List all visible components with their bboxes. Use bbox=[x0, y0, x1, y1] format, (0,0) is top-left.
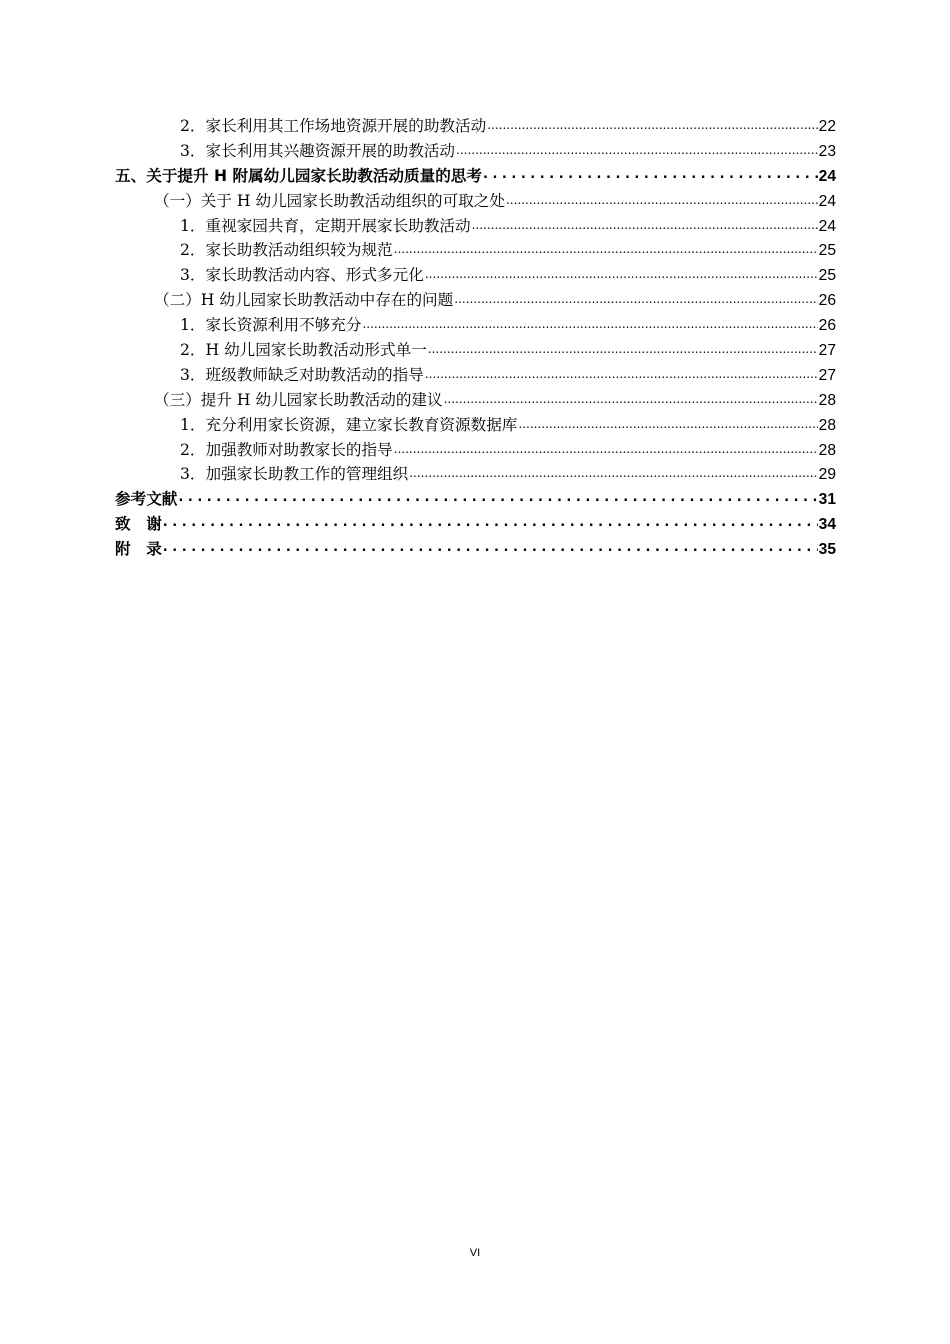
toc-page-number: 34 bbox=[818, 516, 836, 534]
toc-page-number: 28 bbox=[818, 441, 836, 459]
toc-section-entry[interactable] bbox=[115, 288, 836, 313]
toc-page-number: 25 bbox=[818, 267, 836, 285]
toc-page-number: 27 bbox=[818, 342, 836, 360]
toc-page-number: 22 bbox=[818, 118, 836, 135]
toc-dot-leader bbox=[487, 115, 817, 131]
toc-entry[interactable] bbox=[115, 114, 836, 139]
toc-dot-leader bbox=[456, 140, 818, 156]
toc-dot-leader bbox=[483, 165, 818, 181]
toc-entry-label: 2．H 幼儿园家长助教活动形式单一 bbox=[180, 341, 427, 360]
toc-dot-leader bbox=[163, 539, 818, 555]
toc-page-number: 27 bbox=[818, 366, 836, 384]
toc-page-number: 24 bbox=[818, 217, 836, 235]
toc-chapter-entry[interactable] bbox=[115, 512, 836, 537]
toc-entry-label: 3．加强家长助教工作的管理组织 bbox=[180, 465, 409, 484]
toc-entry-label: 致 谢 bbox=[115, 515, 162, 534]
toc-entry-label: 2．家长助教活动组织较为规范 bbox=[180, 241, 393, 260]
toc-entry-label: 参考文献 bbox=[115, 490, 178, 509]
toc-entry-label: 2．家长利用其工作场地资源开展的助教活动 bbox=[180, 117, 487, 135]
toc-page-number: 24 bbox=[818, 167, 836, 185]
toc-page-number: 29 bbox=[818, 466, 836, 484]
toc-page-number: 25 bbox=[818, 242, 836, 260]
toc-entry[interactable] bbox=[115, 313, 836, 338]
toc-section-entry[interactable] bbox=[115, 388, 836, 413]
toc-page-number: 23 bbox=[818, 142, 836, 160]
table-of-contents bbox=[115, 114, 836, 562]
toc-entry-label: 五、关于提升 H 附属幼儿园家长助教活动质量的思考 bbox=[115, 166, 482, 185]
toc-page-number: 26 bbox=[818, 292, 836, 310]
toc-dot-leader bbox=[472, 215, 818, 231]
toc-entry-label: （二）H 幼儿园家长助教活动中存在的问题 bbox=[154, 291, 454, 310]
toc-dot-leader bbox=[409, 464, 817, 480]
toc-dot-leader bbox=[394, 439, 818, 455]
toc-dot-leader bbox=[444, 389, 818, 405]
toc-page-number: 35 bbox=[818, 541, 836, 559]
toc-entry-label: 2．加强教师对助教家长的指导 bbox=[180, 440, 393, 459]
toc-dot-leader bbox=[428, 339, 818, 355]
toc-entry[interactable] bbox=[115, 438, 836, 463]
toc-entry[interactable] bbox=[115, 263, 836, 288]
toc-entry[interactable] bbox=[115, 462, 836, 487]
toc-entry[interactable] bbox=[115, 413, 836, 438]
toc-entry-label: 3．家长利用其兴趣资源开展的助教活动 bbox=[180, 141, 456, 160]
toc-dot-leader bbox=[425, 364, 818, 380]
toc-entry-label: （一）关于 H 幼儿园家长助教活动组织的可取之处 bbox=[154, 191, 505, 210]
toc-page-number: 28 bbox=[818, 391, 836, 409]
toc-dot-leader bbox=[178, 489, 817, 505]
toc-chapter-entry[interactable] bbox=[115, 537, 836, 562]
toc-page-number: 28 bbox=[818, 416, 836, 434]
toc-section-entry[interactable] bbox=[115, 189, 836, 214]
toc-page-number: 24 bbox=[818, 192, 836, 210]
toc-entry[interactable] bbox=[115, 238, 836, 263]
toc-dot-leader bbox=[163, 514, 818, 530]
toc-chapter-entry[interactable] bbox=[115, 164, 836, 189]
toc-page-number: 31 bbox=[818, 491, 836, 509]
toc-entry[interactable] bbox=[115, 363, 836, 388]
toc-dot-leader bbox=[362, 315, 817, 331]
toc-entry-label: 1．家长资源利用不够充分 bbox=[180, 316, 362, 335]
toc-entry-label: 3．班级教师缺乏对助教活动的指导 bbox=[180, 365, 424, 384]
toc-entry-label: 1．重视家园共育，定期开展家长助教活动 bbox=[180, 216, 471, 235]
toc-entry[interactable] bbox=[115, 338, 836, 363]
toc-entry-label: 3．家长助教活动内容、形式多元化 bbox=[180, 266, 424, 285]
toc-page-number: 26 bbox=[818, 317, 836, 335]
toc-entry[interactable] bbox=[115, 214, 836, 239]
toc-dot-leader bbox=[425, 265, 818, 281]
toc-entry-label: （三）提升 H 幼儿园家长助教活动的建议 bbox=[154, 390, 443, 409]
toc-entry[interactable] bbox=[115, 139, 836, 164]
toc-dot-leader bbox=[394, 240, 818, 256]
toc-dot-leader bbox=[454, 290, 817, 306]
toc-dot-leader bbox=[518, 414, 817, 430]
toc-entry-label: 附 录 bbox=[115, 540, 162, 559]
page-footer-number: VI bbox=[469, 1247, 481, 1259]
toc-entry-label: 1．充分利用家长资源，建立家长教育资源数据库 bbox=[180, 415, 518, 434]
toc-dot-leader bbox=[506, 190, 818, 206]
toc-chapter-entry[interactable] bbox=[115, 487, 836, 512]
